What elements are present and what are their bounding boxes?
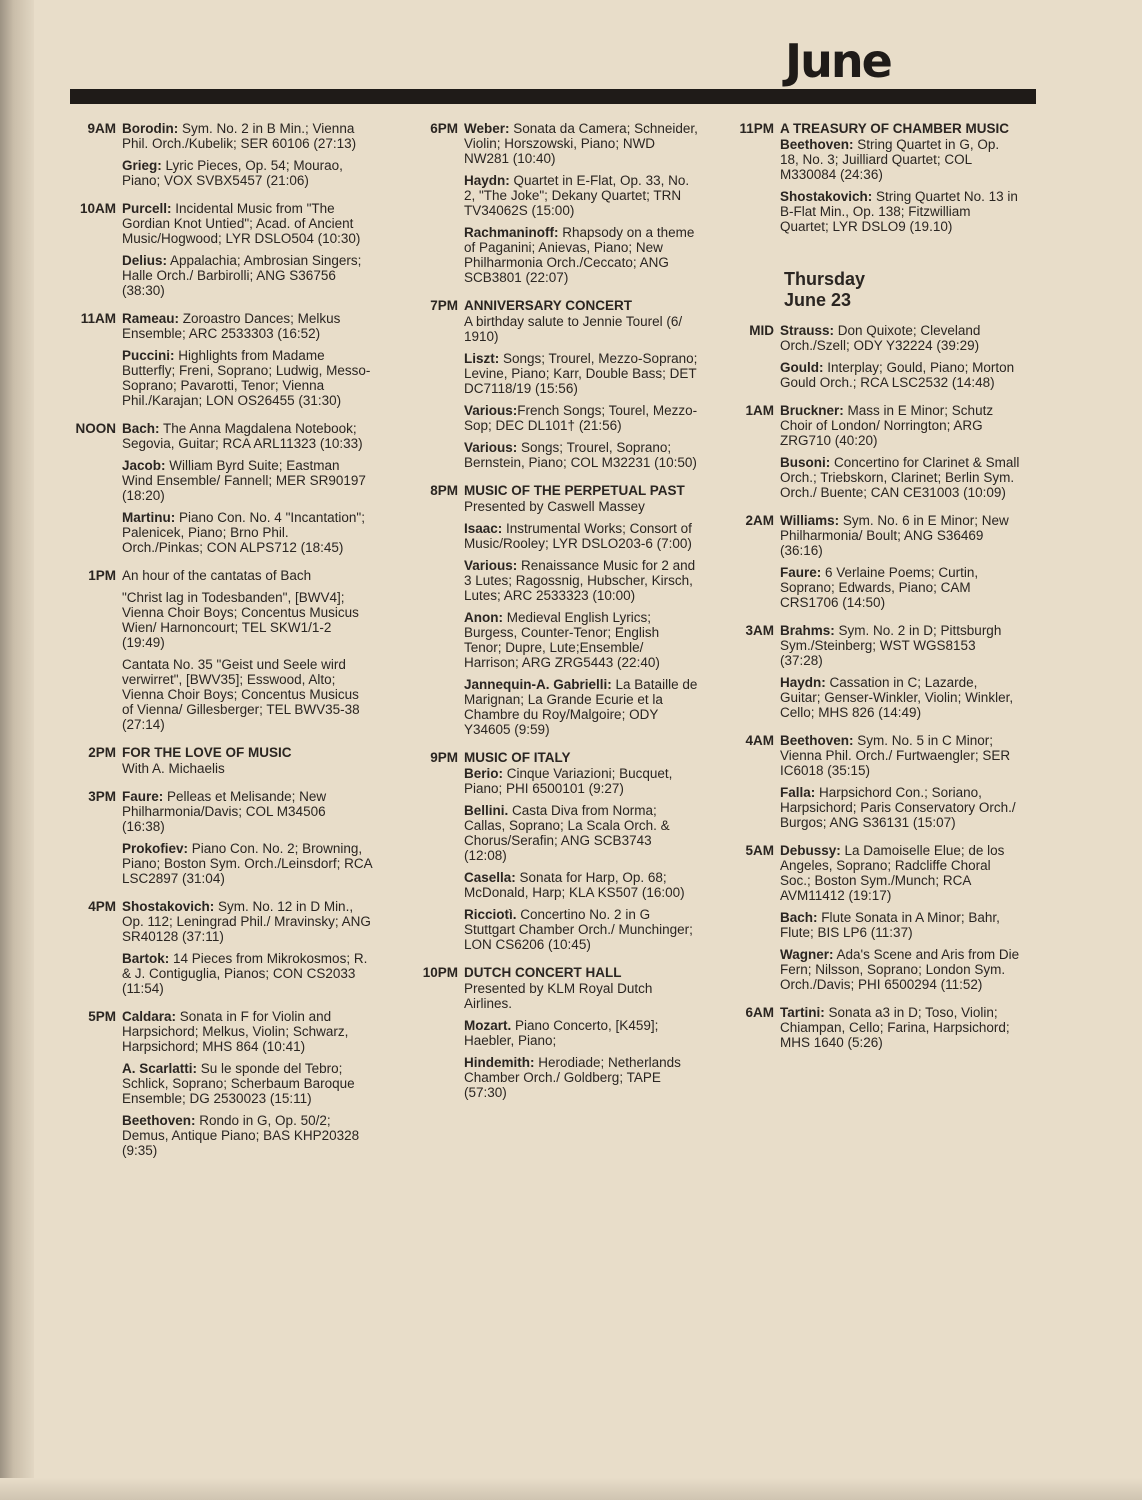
time-slot: [408, 483, 698, 744]
work-details: William Byrd Suite; Eastman Wind Ensemble/ Fannell; MER SR90197 (18:20): [122, 458, 366, 503]
work-details: Sym. No. 2 in B Min.; Vienna Phil. Orch./Kubelik; SER 60106 (27:13): [122, 121, 357, 151]
slot-time: NOON: [75, 421, 116, 436]
program-note: An hour of the cantatas of Bach: [122, 568, 312, 583]
day-date: June 23: [784, 290, 852, 310]
listing-entry: [122, 789, 372, 834]
slot-entries: [122, 745, 372, 783]
page-bottom-edge: [0, 1478, 1142, 1500]
time-slot: [408, 298, 698, 477]
work-details: Piano Concerto, [K459]; Haebler, Piano;: [464, 1018, 659, 1048]
time-slot: [72, 201, 372, 305]
composer-name: Various:: [464, 440, 518, 455]
time-slot: [730, 733, 1020, 837]
slot-entries: [122, 789, 372, 893]
composer-name: Tartini:: [780, 1005, 825, 1020]
composer-name: Bach:: [780, 910, 818, 925]
page-binding-edge: [0, 0, 34, 1500]
time-slot: [72, 311, 372, 415]
program-title: ANNIVERSARY CONCERT: [464, 298, 633, 313]
work-details: Instrumental Works; Consort of Music/Rooley; LYR DSLO203-6 (7:00): [464, 521, 692, 551]
composer-name: Borodin:: [122, 121, 179, 136]
composer-name: Williams:: [780, 513, 840, 528]
work-details: Zoroastro Dances; Melkus Ensemble; ARC 2533303 (16:52): [122, 311, 341, 341]
composer-name: Bellini.: [464, 803, 509, 818]
work-details: Appalachia; Ambrosian Singers; Halle Orch./ Barbirolli; ANG S36756 (38:30): [122, 253, 362, 298]
listing-entry: [122, 1061, 372, 1106]
composer-name: Beethoven:: [780, 733, 854, 748]
slot-time: 3AM: [745, 623, 774, 638]
listing-entry: [122, 657, 372, 732]
composer-name: Beethoven:: [780, 137, 854, 152]
listing-entry: [464, 766, 698, 796]
program-note: A birthday salute to Jennie Tourel (6/ 1910): [464, 314, 683, 344]
slot-entries: [122, 568, 372, 739]
listing-entry: [122, 421, 372, 451]
composer-name: Various:: [464, 558, 518, 573]
slot-entries: [780, 843, 1020, 999]
listing-entry: [122, 590, 372, 650]
slot-entries: [780, 323, 1020, 397]
time-slot: [72, 1009, 372, 1165]
composer-name: Faure:: [122, 789, 164, 804]
composer-name: Purcell:: [122, 201, 172, 216]
slot-time: 5PM: [88, 1009, 116, 1024]
slot-time: 5AM: [745, 843, 774, 858]
slot-entries: [464, 298, 698, 477]
slot-time: 4AM: [745, 733, 774, 748]
listing-entry: [122, 348, 372, 408]
listing-entry: [464, 677, 698, 737]
work-details: Songs; Trourel, Mezzo-Soprano; Levine, Piano; Karr, Double Bass; DET DC7118/19 (15:56): [464, 351, 698, 396]
work-details: Renaissance Music for 2 and 3 Lutes; Ragossnig, Hubscher, Kirsch, Lutes; ARC 2533323 (10:00): [464, 558, 696, 603]
header-rule: [70, 89, 1036, 104]
listing-entry: [122, 1113, 372, 1158]
work-details: Incidental Music from "The Gordian Knot Untied"; Acad. of Ancient Music/Hogwood; LYR DSLO504 (10:30): [122, 201, 361, 246]
composer-name: Hindemith:: [464, 1055, 535, 1070]
slot-time: 6AM: [745, 1005, 774, 1020]
composer-name: Caldara:: [122, 1009, 177, 1024]
time-slot: [408, 121, 698, 292]
listing-entry: [122, 1009, 372, 1054]
composer-name: Haydn:: [464, 173, 510, 188]
slot-entries: [780, 513, 1020, 617]
listing-entry: [464, 121, 698, 166]
program-title: MUSIC OF THE PERPETUAL PAST: [464, 483, 685, 498]
slot-entries: [122, 899, 372, 1003]
listing-entry: [780, 623, 1020, 668]
listing-entry: [780, 565, 1020, 610]
listing-entry: [464, 610, 698, 670]
slot-entries: [780, 403, 1020, 507]
slot-time: 7PM: [430, 298, 458, 313]
program-note: Presented by Caswell Massey: [464, 499, 645, 514]
slot-entries: [464, 965, 698, 1107]
time-slot: [730, 843, 1020, 999]
schedule-column-2: [408, 121, 698, 1113]
work-details: Su le sponde del Tebro; Schlick, Soprano; Scherbaum Baroque Ensemble; DG 2530023 (15:11): [122, 1061, 355, 1106]
composer-name: Beethoven:: [122, 1113, 196, 1128]
listing-entry: [780, 360, 1020, 390]
composer-name: Busoni:: [780, 455, 831, 470]
work-details: String Quartet No. 13 in B-Flat Min., Op. 138; Fitzwilliam Quartet; LYR DSLO9 (19.10): [780, 189, 1018, 234]
composer-name: Puccini:: [122, 348, 175, 363]
slot-time: MID: [749, 323, 774, 338]
slot-entries: [780, 733, 1020, 837]
listing-entry: [122, 158, 372, 188]
time-slot: [408, 965, 698, 1107]
time-slot: [730, 1005, 1020, 1057]
work-details: French Songs; Tourel, Mezzo-Sop; DEC DL101† (21:56): [464, 403, 698, 433]
time-slot: [72, 745, 372, 783]
listing-entry: [780, 733, 1020, 778]
time-slot: [730, 513, 1020, 617]
work-details: Sonata da Camera; Schneider, Violin; Horszowski, Piano; NWD NW281 (10:40): [464, 121, 698, 166]
listing-entry: [464, 870, 698, 900]
listing-entry: [464, 351, 698, 396]
program-note: Presented by KLM Royal Dutch Airlines.: [464, 981, 653, 1011]
composer-name: Anon:: [464, 610, 503, 625]
work-details: Medieval English Lyrics; Burgess, Counter-Tenor; English Tenor; Dupre, Lute;Ensemble/ Harrison; ARG ZRG5443 (22:40): [464, 610, 660, 670]
program-title: MUSIC OF ITALY: [464, 750, 571, 765]
listing-entry: [464, 173, 698, 218]
composer-name: Haydn:: [780, 675, 826, 690]
time-slot: [730, 121, 1020, 241]
slot-entries: [780, 623, 1020, 727]
day-name: Thursday: [784, 269, 866, 289]
composer-name: Jacob:: [122, 458, 166, 473]
listing-entry: [122, 510, 372, 555]
work-details: Sym. No. 2 in D; Pittsburgh Sym./Steinberg; WST WGS8153 (37:28): [780, 623, 1002, 668]
listing-entry: [122, 201, 372, 246]
slot-time: 11PM: [739, 121, 774, 136]
program-note: With A. Michaelis: [122, 761, 225, 776]
slot-entries: [122, 121, 372, 195]
composer-name: Shostakovich:: [780, 189, 873, 204]
listing-entry: [464, 1055, 698, 1100]
listing-entry: [464, 440, 698, 470]
slot-time: 2AM: [745, 513, 774, 528]
slot-time: 2PM: [88, 745, 116, 760]
work-details: La Damoiselle Elue; de los Angeles, Soprano; Radcliffe Choral Soc.; Boston Sym./Munch; RCA AVM11412 (19:17): [780, 843, 1005, 903]
work-details: The Anna Magdalena Notebook; Segovia, Guitar; RCA ARL11323 (10:33): [122, 421, 363, 451]
slot-entries: [780, 1005, 1020, 1057]
work-details: String Quartet in G, Op. 18, No. 3; Juilliard Quartet; COL M330084 (24:36): [780, 137, 1000, 182]
listing-entry: [780, 947, 1020, 992]
work-details: Lyric Pieces, Op. 54; Mourao, Piano; VOX SVBX5457 (21:06): [122, 158, 343, 188]
slot-entries: [122, 311, 372, 415]
listing-entry: [780, 189, 1020, 234]
work-details: Sym. No. 6 in E Minor; New Philharmonia/ Boult; ANG S36469 (36:16): [780, 513, 1009, 558]
work-details: 6 Verlaine Poems; Curtin, Soprano; Edwards, Piano; CAM CRS1706 (14:50): [780, 565, 979, 610]
work-details: Sym. No. 12 in D Min., Op. 112; Leningrad Phil./ Mravinsky; ANG SR40128 (37:11): [122, 899, 371, 944]
time-slot: [730, 323, 1020, 397]
work-details: Sonata a3 in D; Toso, Violin; Chiampan, Cello; Farina, Harpsichord; MHS 1640 (5:26): [780, 1005, 1010, 1050]
listing-entry: [464, 1018, 698, 1048]
composer-name: Delius:: [122, 253, 168, 268]
listing-entry: [464, 558, 698, 603]
composer-name: Casella:: [464, 870, 516, 885]
slot-time: 11AM: [80, 311, 116, 326]
composer-name: Faure:: [780, 565, 822, 580]
listing-entry: [122, 311, 372, 341]
composer-name: Bach:: [122, 421, 160, 436]
composer-name: Martinu:: [122, 510, 176, 525]
work-details: Concertino for Clarinet & Small Orch.; Triebskorn, Clarinet; Berlin Sym. Orch./ Buente; CAN CE31003 (10:09): [780, 455, 1020, 500]
program-title: A TREASURY OF CHAMBER MUSIC: [780, 121, 1010, 136]
composer-name: Mozart.: [464, 1018, 512, 1033]
slot-entries: [122, 201, 372, 305]
listing-entry: [780, 910, 1020, 940]
work-details: Cinque Variazioni; Bucquet, Piano; PHI 6500101 (9:27): [464, 766, 673, 796]
composer-name: Falla:: [780, 785, 816, 800]
work-details: Cassation in C; Lazarde, Guitar; Genser-Winkler, Violin; Winkler, Cello; MHS 826 (14:49): [780, 675, 1014, 720]
work-details: 14 Pieces from Mikrokosmos; R. & J. Contiguglia, Pianos; CON CS2033 (11:54): [122, 951, 368, 996]
slot-entries: [464, 483, 698, 744]
slot-time: 1AM: [745, 403, 774, 418]
composer-name: Bartok:: [122, 951, 170, 966]
work-details: "Christ lag in Todesbanden", [BWV4]; Vienna Choir Boys; Concentus Musicus Wien/ Harnoncourt; TEL SKW1/1-2 (19:49): [122, 590, 359, 650]
slot-time: 1PM: [88, 568, 116, 583]
slot-time: 4PM: [88, 899, 116, 914]
slot-time: 9AM: [87, 121, 116, 136]
composer-name: Weber:: [464, 121, 510, 136]
listing-entry: [780, 785, 1020, 830]
listing-entry: [122, 899, 372, 944]
slot-entries: [464, 750, 698, 959]
work-details: Pelleas et Melisande; New Philharmonia/Davis; COL M34506 (16:38): [122, 789, 327, 834]
slot-entries: [122, 421, 372, 562]
listing-entry: [122, 253, 372, 298]
slot-time: 10AM: [79, 201, 116, 216]
work-details: Don Quixote; Cleveland Orch./Szell; ODY Y32224 (39:29): [780, 323, 981, 353]
slot-time: 9PM: [430, 750, 458, 765]
work-details: Casta Diva from Norma; Callas, Soprano; La Scala Orch. & Chorus/Serafin; ANG SCB3743 (12:08): [464, 803, 670, 863]
slot-time: 3PM: [88, 789, 116, 804]
schedule-column-1: [72, 121, 372, 1171]
day-heading: [784, 269, 1020, 311]
slot-entries: [464, 121, 698, 292]
listing-entry: [780, 843, 1020, 903]
time-slot: [72, 568, 372, 739]
listing-entry: [122, 951, 372, 996]
time-slot: [730, 403, 1020, 507]
composer-name: Ricciotì.: [464, 907, 517, 922]
work-details: Concertino No. 2 in G Stuttgart Chamber Orch./ Munchinger; LON CS6206 (10:45): [464, 907, 693, 952]
work-details: Rondo in G, Op. 50/2; Demus, Antique Piano; BAS KHP20328 (9:35): [122, 1113, 360, 1158]
composer-name: A. Scarlatti:: [122, 1061, 198, 1076]
work-details: Highlights from Madame Butterfly; Freni, Soprano; Ludwig, Messo-Soprano; Pavarotti, Tenor; Vienna Phil./Karajan; LON OS26455 (31:30): [122, 348, 371, 408]
month-title: June: [785, 34, 891, 88]
time-slot: [730, 623, 1020, 727]
listing-entry: [464, 225, 698, 285]
work-details: Quartet in E-Flat, Op. 33, No. 2, "The Joke"; Dekany Quartet; TRN TV34062S (15:00): [464, 173, 690, 218]
composer-name: Debussy:: [780, 843, 841, 858]
listing-entry: [122, 458, 372, 503]
composer-name: Isaac:: [464, 521, 503, 536]
time-slot: [408, 750, 698, 959]
composer-name: Brahms:: [780, 623, 835, 638]
work-details: Sonata in F for Violin and Harpsichord; Melkus, Violin; Schwarz, Harpsichord; MHS 864 (10:41): [122, 1009, 349, 1054]
work-details: Piano Con. No. 2; Browning, Piano; Boston Sym. Orch./Leinsdorf; RCA LSC2897 (31:04): [122, 841, 372, 886]
composer-name: Shostakovich:: [122, 899, 215, 914]
work-details: Herodiade; Netherlands Chamber Orch./ Goldberg; TAPE (57:30): [464, 1055, 681, 1100]
composer-name: Gould:: [780, 360, 824, 375]
composer-name: Bruckner:: [780, 403, 844, 418]
composer-name: Berio:: [464, 766, 504, 781]
work-details: Interplay; Gould, Piano; Morton Gould Orch.; RCA LSC2532 (14:48): [780, 360, 1015, 390]
listing-entry: [122, 841, 372, 886]
work-details: Flute Sonata in A Minor; Bahr, Flute; BIS LP6 (11:37): [780, 910, 1000, 940]
listing-entry: [464, 803, 698, 863]
listing-entry: [780, 323, 1020, 353]
listing-entry: [780, 455, 1020, 500]
listing-entry: [464, 403, 698, 433]
work-details: Rhapsody on a theme of Paganini; Anievas, Piano; New Philharmonia Orch./Ceccato; ANG SCB3801 (22:07): [464, 225, 695, 285]
work-details: Songs; Trourel, Soprano; Bernstein, Piano; COL M32231 (10:50): [464, 440, 697, 470]
composer-name: Jannequin-A. Gabrielli:: [464, 677, 612, 692]
work-details: Cantata No. 35 "Geist und Seele wird verwirret", [BWV35]; Esswood, Alto; Vienna Choir Boys; Concentus Musicus of Vienna/ Gillesberger; TEL BWV35-38 (27:14): [122, 657, 360, 732]
slot-time: 6PM: [430, 121, 458, 136]
composer-name: Grieg:: [122, 158, 162, 173]
work-details: Piano Con. No. 4 "Incantation"; Palenicek, Piano; Brno Phil. Orch./Pinkas; CON ALPS712 (18:45): [122, 510, 365, 555]
slot-entries: [122, 1009, 372, 1165]
time-slot: [72, 121, 372, 195]
composer-name: Various:: [464, 403, 518, 418]
slot-time: 8PM: [430, 483, 458, 498]
composer-name: Prokofiev:: [122, 841, 189, 856]
work-details: Harpsichord Con.; Soriano, Harpsichord; Paris Conservatory Orch./ Burgos; ANG S36131 (15:07): [780, 785, 1016, 830]
listing-entry: [780, 137, 1020, 182]
composer-name: Strauss:: [780, 323, 835, 338]
slot-entries: [780, 121, 1020, 241]
listing-entry: [780, 513, 1020, 558]
work-details: Mass in E Minor; Schutz Choir of London/ Norrington; ARG ZRG710 (40:20): [780, 403, 994, 448]
time-slot: [72, 789, 372, 893]
composer-name: Liszt:: [464, 351, 500, 366]
work-details: Sonata for Harp, Op. 68; McDonald, Harp; KLA KS507 (16:00): [464, 870, 685, 900]
time-slot: [72, 899, 372, 1003]
slot-time: 10PM: [422, 965, 458, 980]
listing-entry: [464, 521, 698, 551]
composer-name: Wagner:: [780, 947, 834, 962]
time-slot: [72, 421, 372, 562]
work-details: La Bataille de Marignan; La Grande Ecurie et la Chambre du Roy/Malgoire; ODY Y34605 (9:59): [464, 677, 698, 737]
listing-entry: [464, 907, 698, 952]
listing-entry: [122, 121, 372, 151]
listing-entry: [780, 1005, 1020, 1050]
work-details: Ada's Scene and Aris from Die Fern; Nilsson, Soprano; London Sym. Orch./Davis; PHI 6500294 (11:52): [780, 947, 1020, 992]
listing-entry: [780, 675, 1020, 720]
work-details: Sym. No. 5 in C Minor; Vienna Phil. Orch./ Furtwaengler; SER IC6018 (35:15): [780, 733, 1011, 778]
listing-entry: [780, 403, 1020, 448]
program-title: FOR THE LOVE OF MUSIC: [122, 745, 292, 760]
composer-name: Rameau:: [122, 311, 180, 326]
schedule-column-3: [730, 121, 1020, 1063]
program-title: DUTCH CONCERT HALL: [464, 965, 622, 980]
composer-name: Rachmaninoff:: [464, 225, 559, 240]
